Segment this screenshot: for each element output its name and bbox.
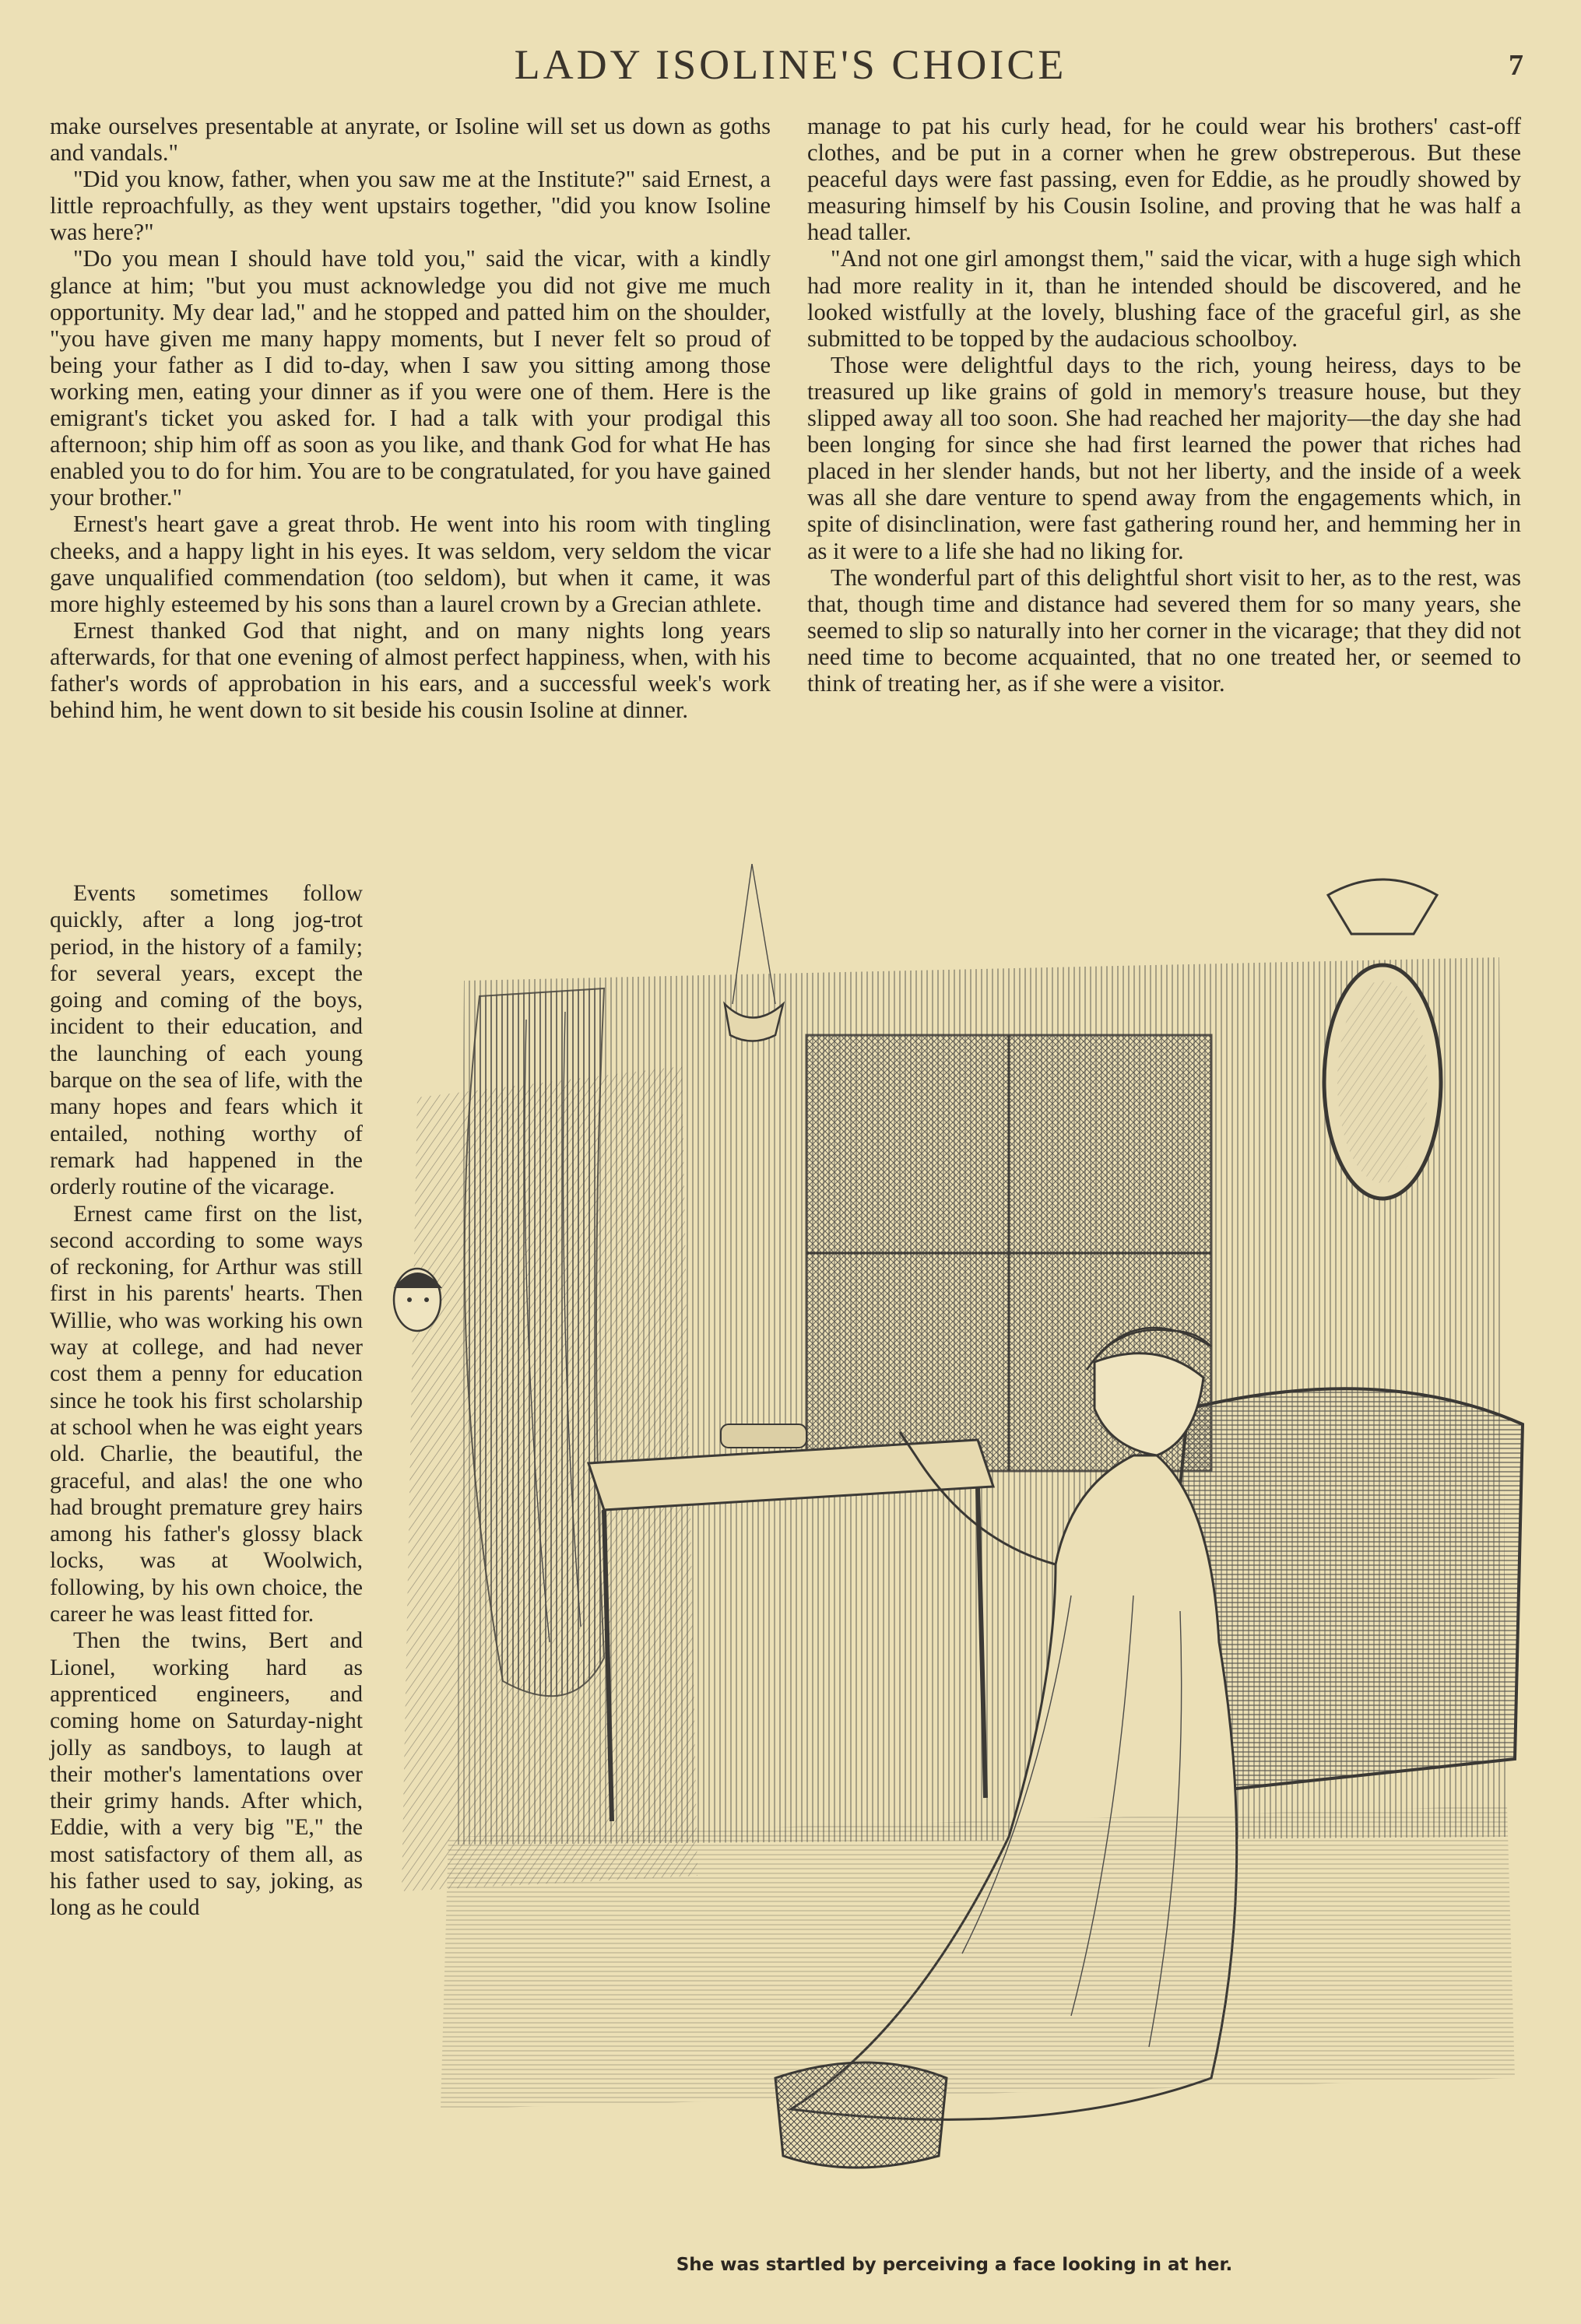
left-column — [50, 113, 771, 723]
paragraph: "And not one girl amongst them," said the vicar, with a huge sigh which had more reality in it, than he intended should be discovered, and he looked wistfully at the lovely, blushing face of the graceful girl, as she submitted to be topped by the audacious schoolboy. — [807, 245, 1521, 352]
illustration-caption: She was startled by perceiving a face looking in at her. — [676, 2255, 1233, 2275]
paragraph: Ernest thanked God that night, and on many nights long years afterwards, for that one evening of almost perfect happiness, when, with his father's words of approbation in his ears, and a successful week's work behind him, he went down to sit beside his cousin Isoline at dinner. — [50, 616, 771, 724]
paragraph: Events sometimes follow quickly, after a long jog-trot period, in the history of a family; for several years, except the going and coming of the boys, incident to their education, and the launching of each young barque on the sea of life, with the many hopes and fears which it entailed, nothing worthy of remark had happened in the orderly routine of the vicarage. — [50, 881, 363, 1200]
paragraph: Those were delightful days to the rich, young heiress, days to be treasured up like grains of gold in memory's treasure house, but they slipped away all too soon. She had reached her majority—the day she had been longing for since she had first learned the power that riches had placed in her slender hands, but not her liberty, and the inside of a week was all she dare venture to spend away from the engagements which, in spite of disinclination, were fast gathering round her, and hemming her in as it were to a life she had no liking for. — [807, 351, 1521, 564]
paragraph: The wonderful part of this delightful short visit to her, as to the rest, was that, though time and distance had severed them for so many years, she seemed to slip so naturally into her corner in the vicarage; that they did not need time to become acquainted, that no one treated her, or seemed to think of treating her, as if she were a visitor. — [807, 563, 1521, 697]
paragraph: Ernest came first on the list, second according to some ways of reckoning, for Arthur was still first in his parents' hearts. Then Willie, who was working his own way at college, and had never cost them a penny for education since he took his first scholarship at school when he was eight years old. Charlie, the beautiful, the graceful, and alas! the one who had brought premature grey hairs among his father's glossy black locks, was at Woolwich, following, by his own choice, the career he was least fitted for. — [50, 1201, 363, 1627]
paragraph: make ourselves presentable at anyrate, or Isoline will set us down as goths and vandals." — [50, 113, 771, 167]
right-column — [807, 113, 1521, 697]
paragraph: "Do you mean I should have told you," said the vicar, with a kindly glance at him; "but you must acknowledge you did not give me much opportunity. My dear lad," and he stopped and patted him on the shoulder, "you have given me many happy moments, but I never felt so proud of being your father as I did to-day, when I saw you sitting among those working men, eating your dinner as if you were one of them. Here is the emigrant's ticket you asked for. I had a talk with your prodigal this afternoon; ship him off as soon as you like, and thank God for what He has enabled you to do for him. You are to be congratulated, for you have gained your brother." — [50, 245, 771, 511]
peering-face — [394, 1269, 442, 1331]
engraving-illustration — [371, 864, 1538, 2242]
page-number: 7 — [1509, 49, 1523, 82]
paragraph: Then the twins, Bert and Lionel, working hard as apprenticed engineers, and coming home on Saturday-night jolly as sandboys, to laugh at their mother's lamentations over their grimy hands. After which, Eddie, with a very big "E," the most satisfactory of them all, as his father used to say, joking, as long as he could — [50, 1628, 363, 1921]
oval-mirror — [1324, 879, 1441, 1199]
paragraph: Ernest's heart gave a great throb. He went into his room with tingling cheeks, and a happy light in his eyes. It was seldom, very seldom the vicar gave unqualified commendation (too seldom), but when it came, it was more highly esteemed by his sons than a laurel crown by a Grecian athlete. — [50, 511, 771, 617]
paragraph: "Did you know, father, when you saw me at the Institute?" said Ernest, a little reproachfully, as they went upstairs together, "did you know Isoline was here?" — [50, 166, 771, 246]
narrow-column — [50, 880, 363, 1922]
floor-shading — [441, 1806, 1515, 2109]
running-title: LADY ISOLINE'S CHOICE — [514, 41, 1067, 88]
paragraph: manage to pat his curly head, for he could wear his brothers' cast-off clothes, and be put in a corner when he grew obstreperous. But these peaceful days were fast passing, even for Eddie, as he proudly showed by measuring himself by his Cousin Isoline, and proving that he was half a head taller. — [807, 113, 1521, 246]
